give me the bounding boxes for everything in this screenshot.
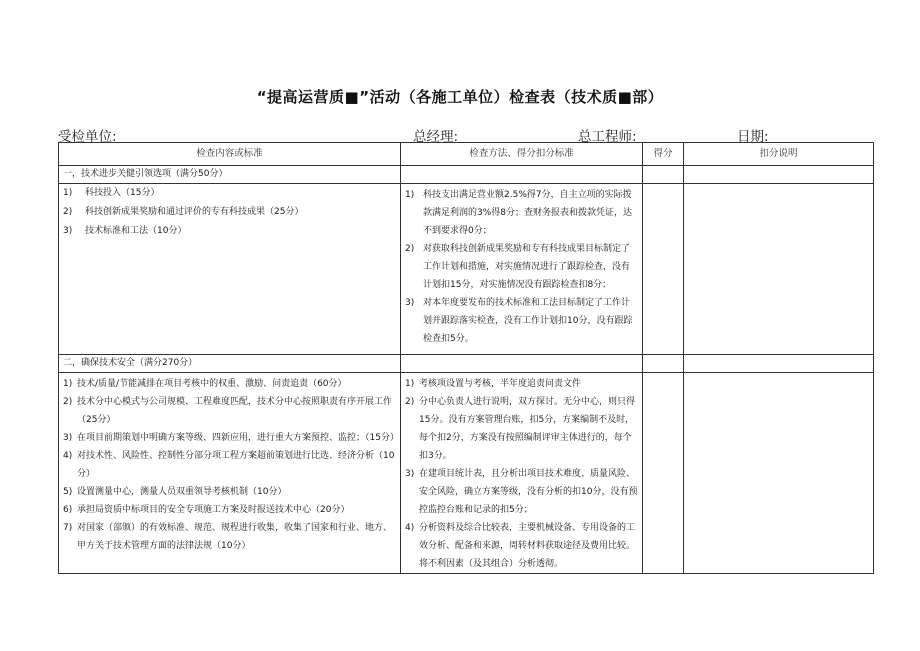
- section1-method: [401, 184, 643, 355]
- section1-deduction-cell[interactable]: [684, 166, 874, 184]
- section2-content: [59, 373, 401, 574]
- list-item: 2) 技术分中心模式与公司规模、工程难度匹配，技术分中心按照职责有序开展工作（25分）: [63, 397, 393, 425]
- header-score: 得分: [643, 143, 684, 166]
- list-item: 1) 考核项设置与考核，半年度追责问责文件: [405, 379, 582, 389]
- section2-score-cell[interactable]: [643, 355, 684, 373]
- list-item: 4) 对技术性、风险性、控制性分部分项工程方案超前策划进行比选、经济分析（10分）: [63, 451, 395, 479]
- list-item: 3) 在建项目统计表，且分析出项目技术难度、质量风险、安全风险，确立方案等级，没有分析的扣10分，没有预控监控台账和记录的扣5分；: [405, 469, 638, 515]
- chief-engineer-label: 总工程师:: [578, 129, 637, 145]
- list-item: 1) 技术/质量/节能减排在项目考核中的权重、激励、问责追责（60分）: [63, 379, 347, 389]
- section1-heading-row: [59, 166, 874, 184]
- section1-score-input[interactable]: [643, 184, 684, 355]
- date-label: 日期:: [737, 129, 769, 145]
- section2-body-row: [59, 373, 874, 574]
- header-method: 检查方法、得分扣分标准: [401, 143, 643, 166]
- section2-heading-row: [59, 355, 874, 373]
- section1-score-cell[interactable]: [643, 166, 684, 184]
- list-item: 2) 分中心负责人进行说明，双方探讨。无分中心，则只得15分。没有方案管理台账，扣5分，方案编制不及时，每个扣2分，方案没有按照编制评审主体进行的，每个扣3分。: [405, 397, 636, 461]
- general-manager-label: 总经理:: [413, 129, 459, 145]
- header-deduction: 扣分说明: [684, 143, 874, 166]
- list-item: 2) 对获取科技创新成果奖励和专有科技成果目标制定了工作计划和措施，对实施情况进行了跟踪检查，没有计划扣15分，对实施情况没有跟踪检查扣8分；: [405, 244, 631, 290]
- list-item: 3) 在项目前期策划中明确方案等级、四新应用，进行重大方案预控、监控；（15分）: [63, 433, 399, 443]
- section1-body-row: [59, 184, 874, 355]
- list-item: 4) 分析资料及综合比较表，主要机械设备、专用设备的工效分析、配备和来源，周转材料获取途径及费用比较。将不利因素（及其组合）分析透彻。: [405, 523, 636, 569]
- section1-deduction-input[interactable]: [684, 184, 874, 355]
- list-item: 3) 技术标准和工法（10分）: [63, 226, 187, 236]
- list-item: 5) 设置测量中心，测量人员双重领导考核机制（10分）: [63, 487, 287, 497]
- section1-heading: 一，技术进步关健引领选项（满分50分）: [59, 166, 401, 184]
- section1-content: [59, 184, 401, 355]
- list-item: 2) 科技创新成果奖励和通过评价的专有科技成果（25分）: [63, 207, 304, 217]
- section2-score-input[interactable]: [643, 373, 684, 574]
- header-row: [59, 143, 874, 166]
- section2-heading: 二，确保技术安全（满分270分）: [59, 355, 401, 373]
- page-title: “提高运营质■”活动（各施工单位）检查表（技术质■部）: [256, 88, 664, 106]
- section2-method: [401, 373, 643, 574]
- list-item: 1) 科技投入（15分）: [63, 188, 160, 198]
- list-item: 1) 科技支出满足营业额2.5%得7分，自主立项的实际拨款满足利润的3%得8分；查财务报表和拨款凭证，达不到要求得0分；: [405, 190, 633, 236]
- list-item: 3) 对本年度要发布的技术标准和工法目标制定了工作计划并跟踪落实检查，没有工作计划扣10分，没有跟踪检查扣5分。: [405, 298, 633, 344]
- section2-deduction-input[interactable]: [684, 373, 874, 574]
- inspection-table: [58, 142, 874, 574]
- section2-deduction-cell[interactable]: [684, 355, 874, 373]
- inspected-unit-label: 受检单位:: [58, 129, 117, 145]
- header-content: 检查内容或标准: [59, 143, 401, 166]
- list-item: 6) 承担局资质中标项目的安全专项施工方案及时报送技术中心（20分）: [63, 505, 350, 515]
- list-item: 7) 对国家（部颁）的有效标准、规范、规程进行收集，收集了国家和行业、地方、甲方关于技术管理方面的法律法规（10分）: [63, 523, 393, 551]
